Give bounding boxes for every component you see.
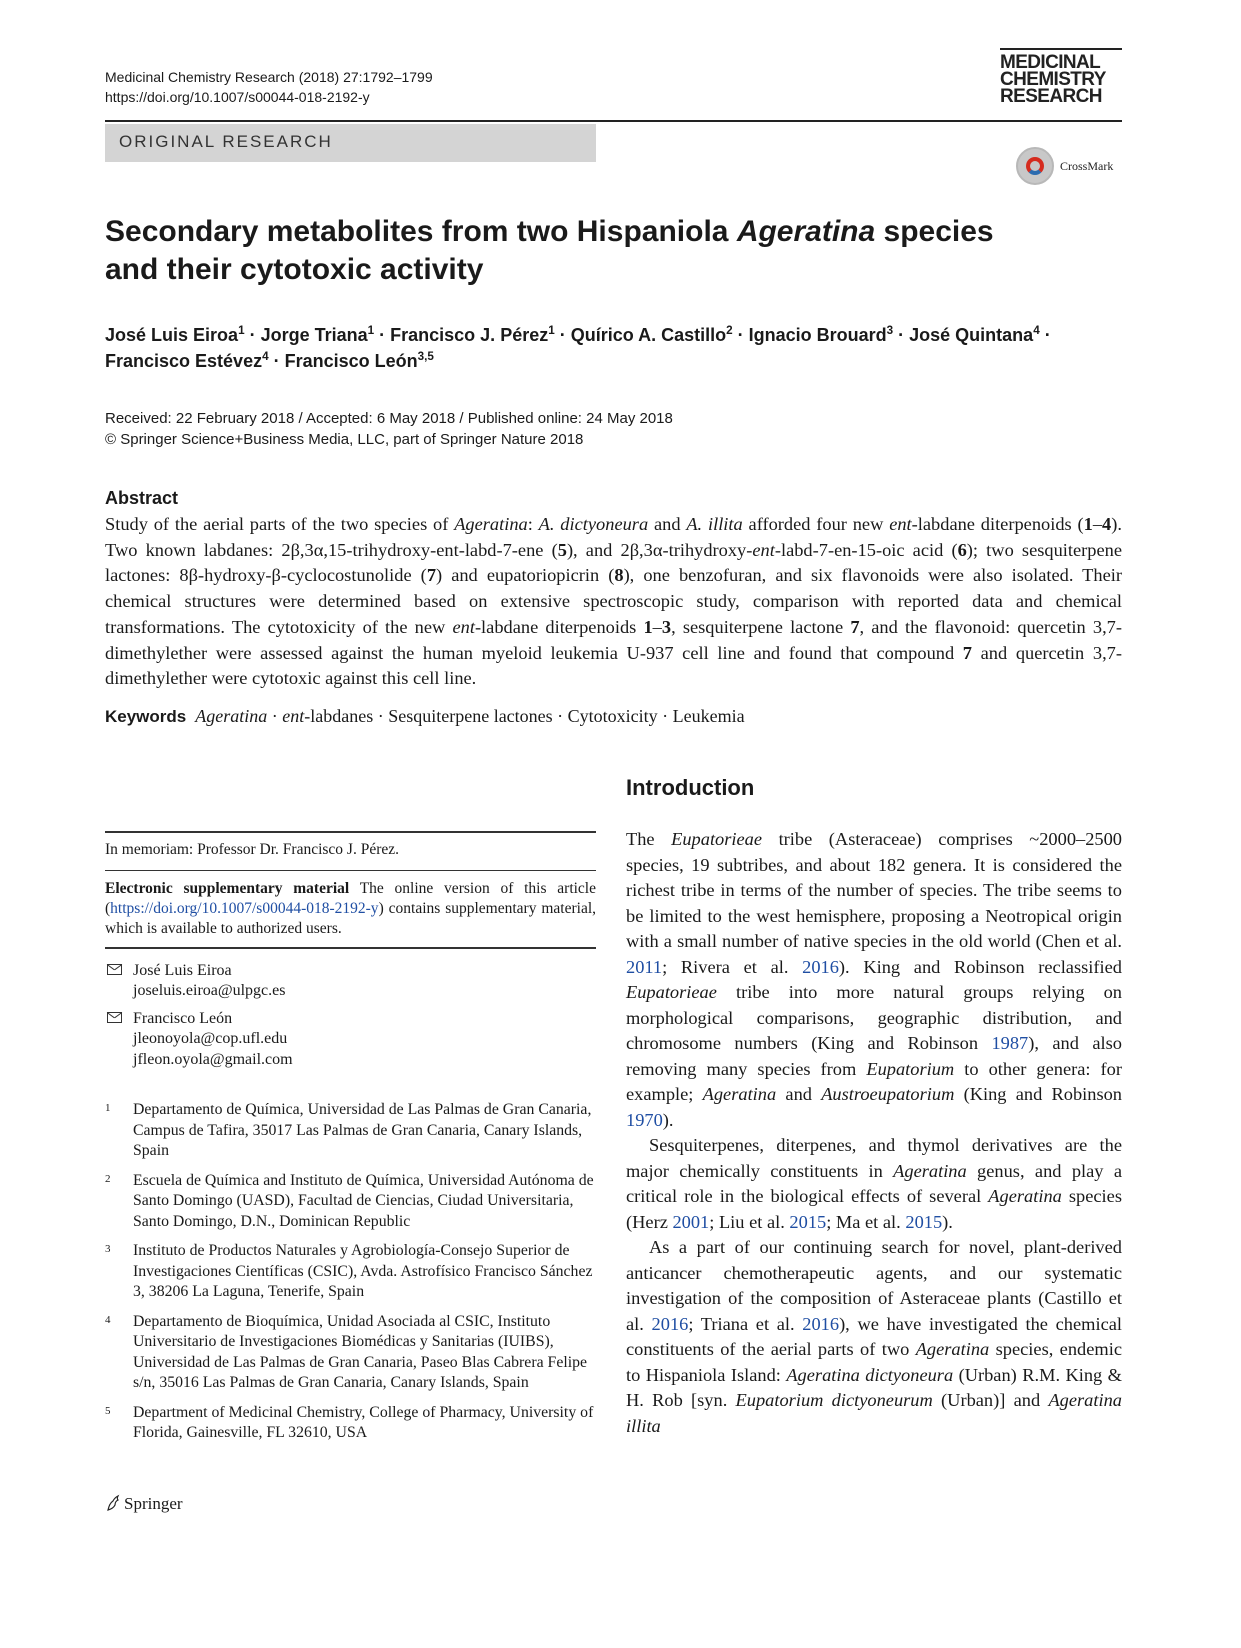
footnote-rule [105, 831, 596, 833]
footnote-rule [105, 870, 596, 872]
affiliation: 4 Departamento de Bioquímica, Unidad Asociada al CSIC, Instituto Universitario de Investigaciones Biomédicas y Sanitarias (IUIBS), Universidad de Las Palmas de Gran Canaria, Paseo Blas Cabrera Felipe s/n, 35016 Las Palmas de Gran Canaria, Canary Islands, Spain [105, 1312, 588, 1391]
abstract-heading: Abstract [105, 488, 179, 508]
correspondent-email[interactable]: jleonoyola@cop.ufl.edu [133, 1030, 288, 1047]
keywords-line: Keywords Ageratina · ent-labdanes · Sesquiterpene lactones · Cytotoxicity · Leukemia [105, 706, 745, 726]
citation-link[interactable]: 2016 [802, 956, 839, 977]
footnote-rule [105, 947, 596, 949]
correspondence-1 [105, 961, 596, 1002]
author[interactable]: Francisco Estévez$^4$ [105, 350, 269, 371]
affiliation: 1 Departamento de Química, Universidad de Las Palmas de Gran Canaria, Campus de Tafira, 35017 Las Palmas de Gran Canaria, Canary Islands, Spain [105, 1101, 592, 1159]
logo-line-3: RESEARCH [1000, 86, 1102, 107]
author[interactable]: Quírico A. Castillo$^2$ [570, 324, 733, 345]
article-title: Secondary metabolites from two Hispaniola Ageratina species and their cytotoxic activity [105, 215, 994, 286]
crossmark-label: CrossMark [1060, 159, 1114, 173]
correspondence-2 [105, 1009, 596, 1071]
keyword[interactable]: Cytotoxicity [567, 706, 658, 726]
logo-line-2: CHEMISTRY [1000, 69, 1106, 90]
correspondent-email[interactable]: joseluis.eiroa@ulpgc.es [133, 982, 286, 999]
citation-link[interactable]: 1970 [626, 1109, 663, 1130]
article-dates: Received: 22 February 2018 / Accepted: 6 May 2018 / Published online: 24 May 2018 [105, 410, 673, 427]
paragraph: Sesquiterpenes, diterpenes, and thymol derivatives are the major chemically constituents in Ageratina genus, and play a critical role in the biological effects of several Ageratina species (Herz 2001; Liu et al. 2015; Ma et al. 2015). [626, 1135, 1122, 1232]
keyword[interactable]: Ageratina [195, 706, 268, 726]
journal-logo [1000, 48, 1122, 105]
envelope-icon [107, 1012, 122, 1023]
abstract-text: Study of the aerial parts of the two species of Ageratina: A. dictyoneura and A. illita afforded four new ent-labdane diterpenoids (1–4). Two known labdanes: 2β,3α,15-trihydroxy-ent-labd-7-ene (5), and 2β,3α-trihydroxy-ent-labd-7-en-15-oic acid (6); two sesquiterpene lactones: 8β-hydroxy-β-cyclocostunolide (7) and eupatoriopicrin (8), one benzofuran, and six flavonoids were also isolated. Their chemical structures were determined based on extensive spectroscopic study, comparison with reported data and chemical transformations. The cytotoxicity of the new ent-labdane diterpenoids 1–3, sesquiterpene lactone 7, and the flavonoid: quercetin 3,7-dimethylether were assessed against the human myeloid leukemia U-937 cell line and found that compound 7 and quercetin 3,7-dimethylether were cytotoxic against this cell line. [105, 514, 1123, 689]
footnote-column [105, 831, 596, 1453]
crossmark-icon [1016, 147, 1054, 185]
author[interactable]: Francisco J. Pérez$^1$ [390, 324, 555, 345]
correspondent-name: Francisco León [133, 1009, 233, 1027]
author-list: José Luis Eiroa$^1$ · Jorge Triana$^1$ · Francisco J. Pérez$^1$ · Quírico A. Castillo$^2$ · Ignacio Brouard$^3$ · José Quintana$^4$ · Francisco Estévez$^4$ · Francisco León$^{3,5}$ [105, 324, 1051, 371]
crossmark-badge[interactable] [1016, 147, 1126, 189]
paragraph: As a part of our continuing search for novel, plant-derived anticancer chemotherapeutic agents, and our systematic investigation of the composition of Asteraceae plants (Castillo et al. 2016; Triana et al. 2016), we have investigated the chemical constituents of the aerial parts of two Ageratina species, endemic to Hispaniola Island: Ageratina dictyoneura (Urban) R.M. King & H. Rob [syn. Eupatorium dictyoneurum (Urban)] and Ageratina illita [626, 1237, 1123, 1436]
affiliation: 2 Escuela de Química and Instituto de Química, Universidad Autónoma de Santo Domingo (UASD), Facultad de Ciencias, Ciudad Universitaria, Santo Domingo, D.N., Dominican Republic [105, 1171, 594, 1230]
paragraph: The Eupatorieae tribe (Asteraceae) comprises ~2000–2500 species, 19 subtribes, and about 182 genera. It is considered the richest tribe in terms of the number of species. The tribe seems to be limited to the west hemisphere, proposing a Neotropical origin with a small number of native species in the old world (Chen et al. 2011; Rivera et al. 2016). King and Robinson reclassified Eupatorieae tribe into more natural groups relying on morphological comparisons, geographic distribution, and chromosome numbers (King and Robinson 1987), and also removing many species from Eupatorium to other genera: for example; Ageratina and Austroeupatorium (King and Robinson 1970). [626, 829, 1122, 1130]
citation-link[interactable]: 1987 [991, 1033, 1029, 1053]
introduction-body [626, 827, 1122, 1439]
supplementary-note: Electronic supplementary material The online version of this article (https://doi.org/10.1007/s00044-018-2192-y) contains supplementary material, which is available to authorized users. [105, 880, 596, 937]
correspondent-name: José Luis Eiroa [133, 961, 232, 979]
keyword[interactable]: Leukemia [672, 706, 745, 726]
publisher-footer [105, 1494, 183, 1514]
memoriam-note: In memoriam: Professor Dr. Francisco J. Pérez. [105, 840, 400, 858]
keywords-label: Keywords [105, 707, 187, 726]
author[interactable]: Jorge Triana$^1$ [260, 324, 375, 345]
author[interactable]: José Quintana$^4$ [909, 324, 1040, 345]
journal-citation: Medicinal Chemistry Research (2018) 27:1792–1799 [105, 69, 433, 85]
citation-link[interactable]: 2016 [802, 1313, 840, 1334]
citation-link[interactable]: 2015 [905, 1211, 943, 1232]
article-doi[interactable]: https://doi.org/10.1007/s00044-018-2192-y [105, 89, 370, 105]
copyright-line: © Springer Science+Business Media, LLC, part of Springer Nature 2018 [105, 431, 584, 448]
publisher-name: Springer [124, 1494, 183, 1513]
correspondent-email[interactable]: jfleon.oyola@gmail.com [133, 1050, 293, 1068]
journal-header [105, 67, 433, 107]
citation-link[interactable]: 2011 [626, 956, 663, 977]
citation-link[interactable]: 2015 [789, 1211, 827, 1232]
keyword[interactable]: ent-labdanes [282, 706, 374, 726]
citation-link[interactable]: 2016 [651, 1313, 689, 1334]
citation-link[interactable]: 2001 [672, 1211, 710, 1232]
affiliation-list [105, 1100, 596, 1444]
author[interactable]: José Luis Eiroa$^1$ [105, 324, 245, 345]
affiliation: 5 Department of Medicinal Chemistry, College of Pharmacy, University of Florida, Gainesville, FL 32610, USA [105, 1403, 594, 1441]
supplementary-link[interactable]: https://doi.org/10.1007/s00044-018-2192-y [110, 900, 379, 917]
introduction-heading: Introduction [626, 775, 755, 800]
section-label: ORIGINAL RESEARCH [119, 132, 333, 151]
logo-line-1: MEDICINAL [1000, 52, 1101, 73]
springer-horse-icon [105, 1494, 121, 1512]
author[interactable]: Ignacio Brouard$^3$ [748, 324, 894, 345]
section-label-bar [105, 124, 596, 162]
envelope-icon [107, 964, 122, 975]
publication-history [105, 408, 673, 450]
keyword[interactable]: Sesquiterpene lactones [388, 706, 553, 726]
header-rule [105, 120, 1122, 122]
author[interactable]: Francisco León$^{3,5}$ [284, 350, 434, 371]
affiliation: 3 Instituto de Productos Naturales y Agrobiología-Consejo Superior de Investigaciones Científicas (CSIC), Avda. Astrofísico Francisco Sánchez 3, 38206 La Laguna, Tenerife, Spain [105, 1242, 593, 1300]
